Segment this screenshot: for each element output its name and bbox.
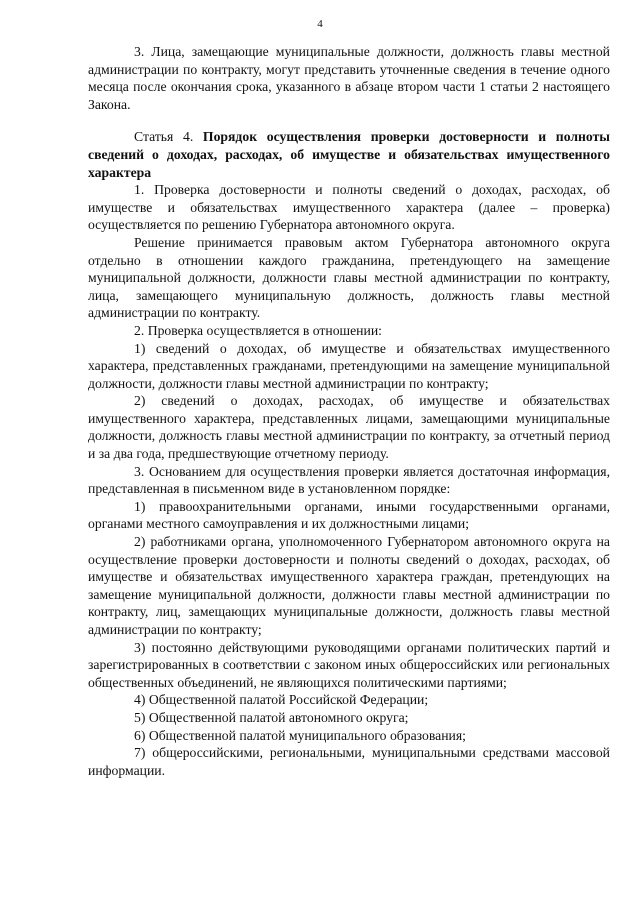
list-item: 4) Общественной палатой Российской Федерации; [134, 692, 429, 708]
list-item: 2) сведений о доходах, расходах, об имуществе и обязательствах имущественного характера, представленных лицами, замещающими муниципальные должности, должность главы местной администрации по контракту, за отчетный период и за два года, предшествующие отчетному периоду. [88, 393, 610, 462]
page-number: 4 [317, 18, 323, 30]
list-item: 1) правоохранительными органами, иными государственными органами, органами местного самоуправления и их должностными лицами; [88, 498, 610, 532]
list-item: 1) сведений о доходах, об имуществе и обязательствах имущественного характера, представленных гражданами, претендующими на замещение муниципальной должности, должности главы местной администрации по контракту; [88, 340, 610, 391]
paragraph: Решение принимается правовым актом Губернатора автономного округа отдельно в отношении каждого гражданина, претендующего на замещение муниципальной должности, должности главы местной администрации по контракту, лица, замещающего муниципальную должность, должность главы местной администрации по контракту. [88, 234, 610, 321]
article-title: Порядок осуществления проверки достоверности и полноты сведений о доходах, расходах, об имуществе и обязательствах имущественного характера [88, 129, 610, 180]
list-item: 7) общероссийскими, региональными, муниципальными средствами массовой информации. [88, 745, 610, 778]
paragraph: 1. Проверка достоверности и полноты сведений о доходах, расходах, об имуществе и обязательствах имущественного характера (далее – проверка) осуществляется по решению Губернатора автономного округа. [88, 182, 610, 233]
list-item: 6) Общественной палатой муниципального образования; [134, 727, 466, 743]
paragraph: 3. Основанием для осуществления проверки является достаточная информация, представленная в письменном виде в установленном порядке: [88, 463, 610, 497]
article-heading [88, 128, 610, 181]
list-item: 2) работниками органа, уполномоченного Губернатором автономного округа на осуществление проверки достоверности и полноты сведений о доходах, расходах, об имуществе и обязательствах имущественного характера граждан, претендующих на замещение муниципальной должности, должности главы местной администрации по контракту, лиц, замещающих муниципальные должности, должность главы местной администрации по контракту; [88, 534, 610, 637]
paragraph-gap [88, 113, 610, 128]
paragraph: 2. Проверка осуществляется в отношении: [134, 322, 382, 338]
list-item: 5) Общественной палатой автономного округа; [134, 709, 409, 725]
article-number: Статья 4. [134, 129, 194, 145]
document-body [88, 43, 610, 779]
list-item: 3) постоянно действующими руководящими органами политических партий и зарегистрированных в соответствии с законом иных общероссийских или региональных общественных объединений, не являющихся политическими партиями; [88, 639, 610, 690]
paragraph: 3. Лица, замещающие муниципальные должности, должность главы местной администрации по контракту, могут представить уточненные сведения в течение одного месяца после окончания срока, указанного в абзаце втором части 1 статьи 2 настоящего Закона. [88, 44, 610, 112]
